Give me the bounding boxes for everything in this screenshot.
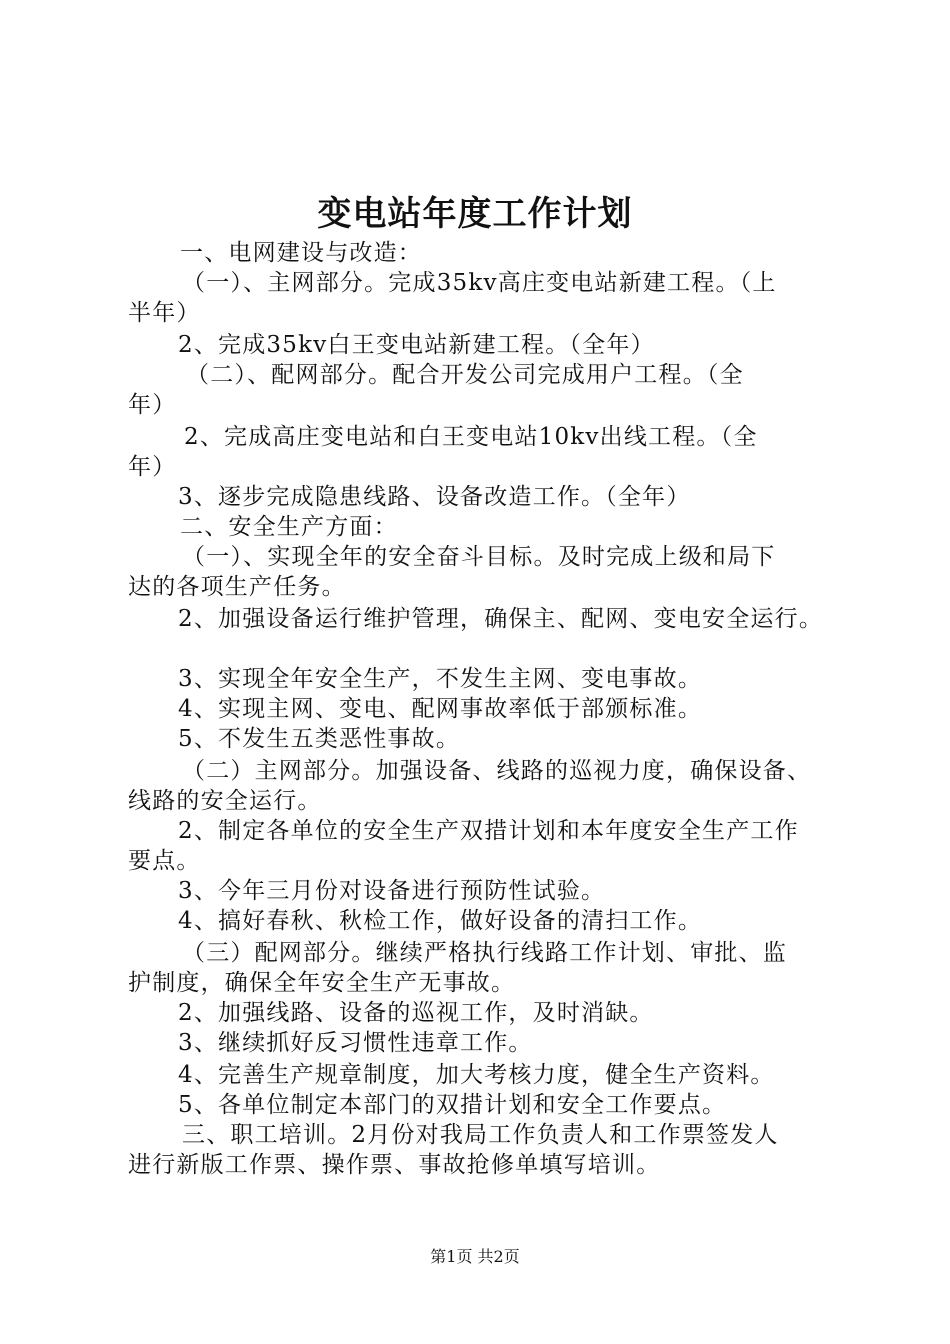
text-line: 2、加强设备运行维护管理，确保主、配网、变电安全运行。	[178, 606, 824, 632]
text-line: （二）、配网部分。配合开发公司完成用户工程。（全	[186, 362, 744, 388]
text-line: 二、安全生产方面：	[180, 514, 398, 540]
text-line: （三）配网部分。继续严格执行线路工作计划、审批、监	[182, 940, 787, 966]
text-line: 半年）	[128, 300, 201, 326]
text-line: 5、各单位制定本部门的双措计划和安全工作要点。	[178, 1092, 727, 1118]
text-line: 2、制定各单位的安全生产双措计划和本年度安全生产工作	[178, 818, 799, 844]
text-line: 要点。	[128, 848, 201, 874]
text-line: （一）、实现全年的安全奋斗目标。及时完成上级和局下	[182, 544, 776, 570]
text-line: 年）	[128, 392, 177, 418]
text-line: 三、职工培训。2月份对我局工作负责人和工作票签发人	[182, 1122, 779, 1148]
text-line: 进行新版工作票、操作票、事故抢修单填写培训。	[128, 1152, 661, 1178]
text-line: 达的各项生产任务。	[128, 574, 346, 600]
text-line: 4、实现主网、变电、配网事故率低于部颁标准。	[178, 696, 703, 722]
page-number-footer: 第1页 共2页	[430, 1247, 520, 1266]
text-line: （二）主网部分。加强设备、线路的巡视力度，确保设备、	[182, 758, 812, 784]
text-line: 一、电网建设与改造：	[180, 240, 422, 266]
text-line: 4、搞好春秋、秋检工作，做好设备的清扫工作。	[178, 908, 703, 934]
text-line: （一）、主网部分。完成35kv高庄变电站新建工程。（上	[182, 270, 777, 296]
text-line: 3、今年三月份对设备进行预防性试验。	[178, 878, 606, 904]
text-line: 2、加强线路、设备的巡视工作，及时消缺。	[178, 1000, 654, 1026]
text-line: 护制度，确保全年安全生产无事故。	[128, 970, 516, 996]
text-line: 3、继续抓好反习惯性违章工作。	[178, 1030, 533, 1056]
text-line: 3、实现全年安全生产，不发生主网、变电事故。	[178, 666, 703, 692]
document-title: 变电站年度工作计划	[317, 194, 633, 234]
text-line: 年）	[128, 454, 177, 480]
text-line: 3、逐步完成隐患线路、设备改造工作。（全年）	[178, 484, 691, 510]
text-line: 5、不发生五类恶性事故。	[178, 726, 461, 752]
text-line: 2、完成高庄变电站和白王变电站10kv出线工程。（全	[184, 424, 758, 450]
text-line: 2、完成35kv白王变电站新建工程。（全年）	[178, 332, 655, 358]
text-line: 线路的安全运行。	[128, 788, 322, 814]
text-line: 4、完善生产规章制度，加大考核力度，健全生产资料。	[178, 1062, 775, 1088]
